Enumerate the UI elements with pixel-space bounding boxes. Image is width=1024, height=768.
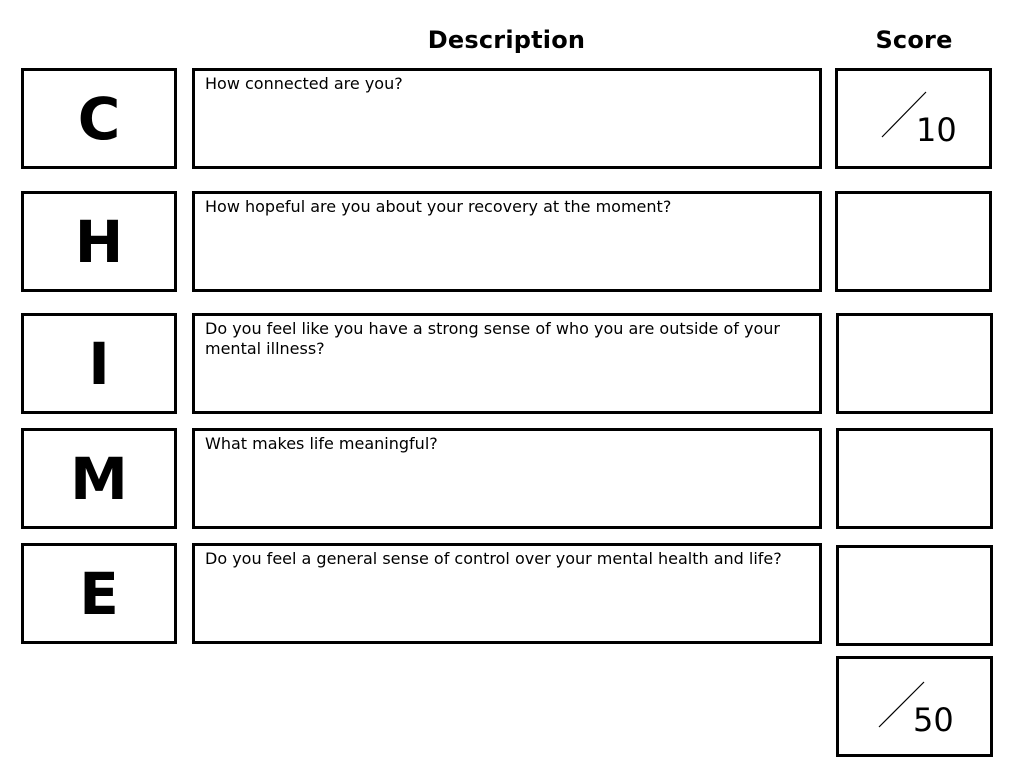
description-box-m[interactable] [192, 428, 822, 529]
row-letter: C [77, 84, 121, 153]
score-box-e[interactable] [836, 545, 993, 646]
row-description: Do you feel like you have a strong sense of who you are outside of your mental illness? [205, 319, 780, 358]
score-box-h[interactable] [835, 191, 992, 292]
total-score-fraction [839, 659, 990, 754]
letter-box-h [21, 191, 177, 292]
row-description: How hopeful are you about your recovery at the moment? [205, 197, 672, 216]
description-box-e[interactable] [192, 543, 822, 644]
row-description: What makes life meaningful? [205, 434, 438, 453]
score-header: Score [875, 26, 953, 54]
score-fraction [838, 71, 989, 166]
row-letter: I [88, 329, 110, 398]
description-box-c[interactable] [192, 68, 822, 169]
row-letter: E [79, 559, 119, 628]
total-score-denominator: 50 [913, 701, 954, 739]
row-letter: M [70, 444, 128, 513]
score-box-m[interactable] [836, 428, 993, 529]
letter-box-i [21, 313, 177, 414]
letter-box-e [21, 543, 177, 644]
description-box-h[interactable] [192, 191, 822, 292]
letter-box-m [21, 428, 177, 529]
description-header: Description [427, 26, 586, 54]
letter-box-c [21, 68, 177, 169]
row-letter: H [74, 207, 124, 276]
fraction-slash [838, 71, 989, 166]
score-box-c[interactable] [835, 68, 992, 169]
row-description: How connected are you? [205, 74, 403, 93]
total-score-box[interactable] [836, 656, 993, 757]
row-description: Do you feel a general sense of control over your mental health and life? [205, 549, 782, 568]
score-box-i[interactable] [836, 313, 993, 414]
score-denominator: 10 [916, 111, 957, 149]
description-box-i[interactable] [192, 313, 822, 414]
